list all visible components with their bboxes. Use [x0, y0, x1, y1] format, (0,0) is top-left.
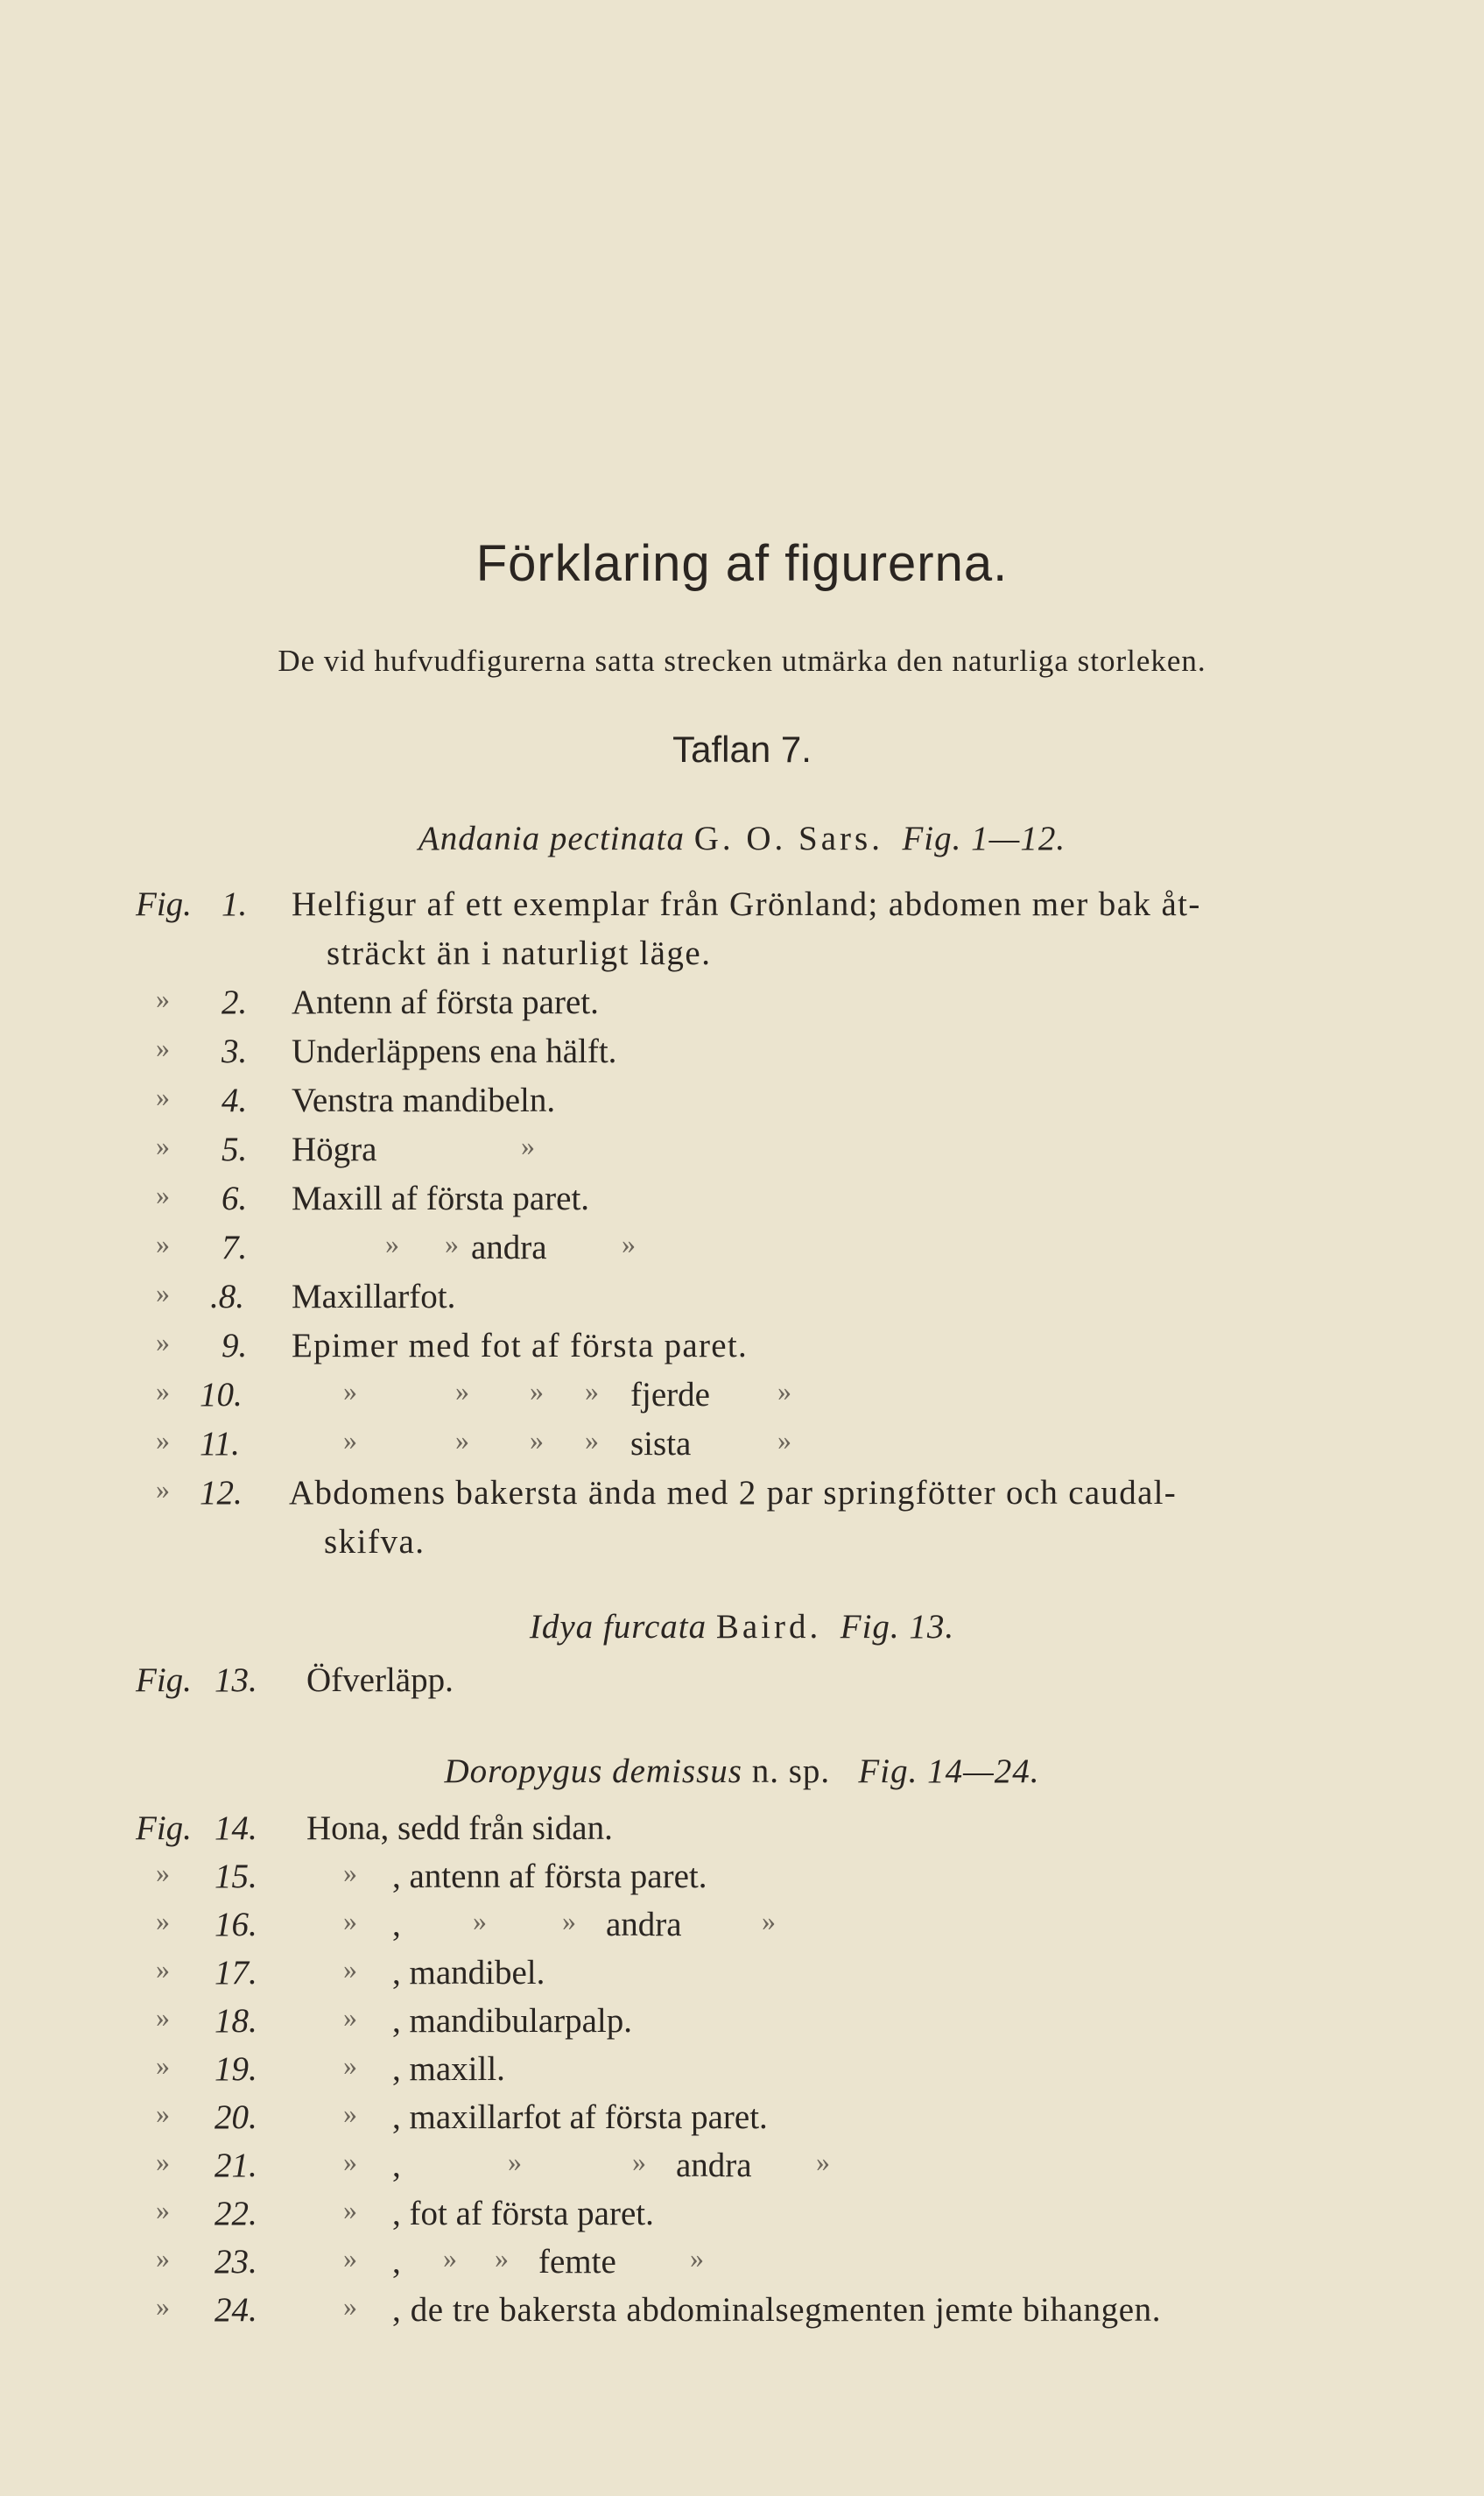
entry-text: Öfverläpp.: [306, 1661, 454, 1699]
fig-prefix: Fig.: [136, 1661, 192, 1699]
species-name: Doropygus demissus: [444, 1752, 742, 1790]
ditto-mark: »: [343, 1424, 357, 1456]
fig-number: 2.: [222, 984, 248, 1021]
ditto-mark: »: [156, 2001, 170, 2033]
list-item: [0, 2194, 1484, 2238]
list-item: [0, 1375, 1484, 1419]
ditto-mark: »: [156, 1375, 170, 1407]
ditto-mark: »: [343, 2049, 357, 2081]
entry-text: , maxill.: [392, 2050, 505, 2088]
ditto-mark: »: [343, 2242, 357, 2274]
list-item: [0, 2242, 1484, 2286]
entry-word: andra: [471, 1229, 547, 1266]
ditto-mark: »: [585, 1424, 599, 1456]
entry-text: ,: [392, 1906, 401, 1943]
list-item: [0, 1424, 1484, 1468]
species-heading-andania: [0, 819, 1484, 858]
entry-continuation: sträckt än i naturligt läge.: [327, 934, 712, 972]
list-item: [0, 1857, 1484, 1900]
fig-number: 17.: [215, 1954, 257, 1992]
fig-number: .8.: [210, 1278, 244, 1315]
ditto-mark: »: [455, 1375, 469, 1407]
ditto-mark: »: [156, 2049, 170, 2081]
fig-number: 14.: [215, 1809, 257, 1847]
ditto-mark: »: [530, 1375, 544, 1407]
ditto-mark: »: [156, 1081, 170, 1112]
ditto-mark: »: [521, 1130, 535, 1161]
ditto-mark: »: [385, 1228, 399, 1259]
ditto-mark: »: [622, 1228, 636, 1259]
ditto-mark: »: [777, 1375, 791, 1407]
ditto-mark: »: [156, 1130, 170, 1161]
page-title: Förklaring af figurerna.: [475, 535, 1009, 592]
entry-text: Underläppens ena hälft.: [292, 1033, 617, 1070]
fig-number: 5.: [222, 1131, 248, 1168]
fig-number: 23.: [215, 2243, 257, 2281]
list-item: [0, 1130, 1484, 1174]
fig-number: 10.: [200, 1376, 243, 1414]
list-item: [0, 1032, 1484, 1075]
plate-heading: Taflan 7.: [672, 729, 812, 770]
fig-range: 1—12.: [971, 820, 1066, 857]
fig-number: 11.: [200, 1425, 240, 1463]
ditto-mark: »: [156, 1277, 170, 1308]
list-item: [0, 2001, 1484, 2045]
entry-text: ,: [392, 2243, 401, 2281]
ditto-mark: »: [816, 2146, 830, 2177]
entry-text: , de tre bakersta abdominalsegmenten jemte bihangen.: [392, 2291, 1162, 2329]
entry-text: Helfigur af ett exemplar från Grönland; abdomen mer bak åt-: [292, 885, 1201, 923]
fig-number: 12.: [200, 1474, 243, 1512]
list-item: [0, 885, 1484, 928]
ditto-mark: »: [156, 1473, 170, 1505]
fig-number: 19.: [215, 2050, 257, 2088]
ditto-mark: »: [508, 2146, 522, 2177]
fig-number: 1.: [222, 885, 248, 923]
list-item: [0, 1326, 1484, 1370]
fig-number: 15.: [215, 1858, 257, 1895]
entry-word: andra: [606, 1906, 682, 1943]
ditto-mark: »: [156, 2290, 170, 2322]
entry-text: Maxill af första paret.: [292, 1180, 590, 1217]
entry-text: Abdomens bakersta ända med 2 par springfötter och caudal-: [289, 1474, 1178, 1512]
list-item: [0, 1277, 1484, 1321]
list-item: [0, 1179, 1484, 1223]
entry-word: femte: [538, 2243, 616, 2281]
list-item: [0, 1809, 1484, 1852]
ditto-mark: »: [343, 2194, 357, 2225]
list-item: [0, 1905, 1484, 1949]
entry-text: Venstra mandibeln.: [292, 1082, 556, 1119]
entry-text: Maxillarfot.: [292, 1278, 456, 1315]
ditto-mark: »: [343, 1905, 357, 1936]
fig-number: 13.: [215, 1661, 257, 1699]
fig-prefix: Fig.: [136, 1809, 192, 1847]
fig-label: Fig.: [840, 1608, 900, 1646]
ditto-mark: »: [156, 2146, 170, 2177]
ditto-mark: »: [455, 1424, 469, 1456]
species-heading-idya: [0, 1607, 1484, 1646]
ditto-mark: »: [156, 2194, 170, 2225]
ditto-mark: »: [156, 1326, 170, 1357]
ditto-mark: »: [343, 2098, 357, 2129]
fig-number: 9.: [222, 1327, 248, 1364]
ditto-mark: »: [156, 983, 170, 1014]
entry-word: fjerde: [630, 1376, 710, 1414]
list-item: [0, 983, 1484, 1026]
ditto-mark: »: [343, 2001, 357, 2033]
entry-text: Hona, sedd från sidan.: [306, 1809, 613, 1847]
fig-number: 24.: [215, 2291, 257, 2329]
ditto-mark: »: [156, 1228, 170, 1259]
fig-label: Fig.: [858, 1752, 918, 1790]
ditto-mark: »: [690, 2242, 704, 2274]
fig-number: 16.: [215, 1906, 257, 1943]
fig-number: 20.: [215, 2098, 257, 2136]
ditto-mark: »: [156, 2242, 170, 2274]
ditto-mark: »: [530, 1424, 544, 1456]
entry-word: sista: [630, 1425, 692, 1463]
ditto-mark: »: [445, 1228, 459, 1259]
ditto-mark: »: [632, 2146, 646, 2177]
entry-text: Högra: [292, 1131, 377, 1168]
ditto-mark: »: [156, 1857, 170, 1888]
fig-range: 14—24.: [927, 1752, 1040, 1790]
fig-number: 3.: [222, 1033, 248, 1070]
entry-continuation: skifva.: [324, 1523, 426, 1561]
species-author: Baird.: [715, 1608, 822, 1646]
list-item: [0, 2049, 1484, 2093]
fig-number: 18.: [215, 2002, 257, 2040]
entry-text: , antenn af första paret.: [392, 1858, 707, 1895]
ditto-mark: »: [343, 2146, 357, 2177]
list-item: [0, 1660, 1484, 1704]
species-heading-doropygus: [0, 1752, 1484, 1791]
fig-number: 7.: [222, 1229, 248, 1266]
subtitle: De vid hufvudfigurerna satta strecken utmärka den naturliga storleken.: [278, 644, 1206, 678]
ditto-mark: »: [343, 1953, 357, 1985]
ditto-mark: »: [562, 1905, 576, 1936]
entry-text: , mandibel.: [392, 1954, 545, 1992]
list-item: [0, 1081, 1484, 1125]
entry-text: ,: [392, 2147, 401, 2184]
fig-prefix: Fig.: [136, 885, 192, 923]
ditto-mark: »: [762, 1905, 776, 1936]
ditto-mark: »: [777, 1424, 791, 1456]
ditto-mark: »: [156, 2098, 170, 2129]
list-item: [0, 2290, 1484, 2334]
ditto-mark: »: [156, 1424, 170, 1456]
entry-word: andra: [676, 2147, 752, 2184]
list-item: [0, 2098, 1484, 2141]
fig-number: 4.: [222, 1082, 248, 1119]
entry-text: Epimer med fot af första paret.: [292, 1327, 749, 1364]
ditto-mark: »: [495, 2242, 509, 2274]
ditto-mark: »: [156, 1179, 170, 1210]
ditto-mark: »: [343, 2290, 357, 2322]
ditto-mark: »: [343, 1375, 357, 1407]
species-author: G. O. Sars.: [693, 820, 883, 857]
ditto-mark: »: [156, 1032, 170, 1063]
list-item: [0, 2146, 1484, 2189]
fig-number: 6.: [222, 1180, 248, 1217]
fig-label: Fig.: [902, 820, 962, 857]
entry-text: , mandibularpalp.: [392, 2002, 633, 2040]
ditto-mark: »: [585, 1375, 599, 1407]
entry-text: , fot af första paret.: [392, 2195, 654, 2232]
list-item: [0, 1953, 1484, 1997]
species-name: Andania pectinata: [418, 820, 685, 857]
ditto-mark: »: [156, 1953, 170, 1985]
fig-number: 21.: [215, 2147, 257, 2184]
entry-text: , maxillarfot af första paret.: [392, 2098, 768, 2136]
ditto-mark: »: [443, 2242, 457, 2274]
list-item: [0, 1473, 1484, 1517]
fig-number: 22.: [215, 2195, 257, 2232]
species-name: Idya furcata: [529, 1608, 707, 1646]
fig-range: 13.: [909, 1608, 955, 1646]
ditto-mark: »: [473, 1905, 487, 1936]
list-item: [0, 1228, 1484, 1272]
ditto-mark: »: [156, 1905, 170, 1936]
species-author: n. sp.: [751, 1752, 831, 1790]
entry-text: Antenn af första paret.: [292, 984, 599, 1021]
ditto-mark: »: [343, 1857, 357, 1888]
